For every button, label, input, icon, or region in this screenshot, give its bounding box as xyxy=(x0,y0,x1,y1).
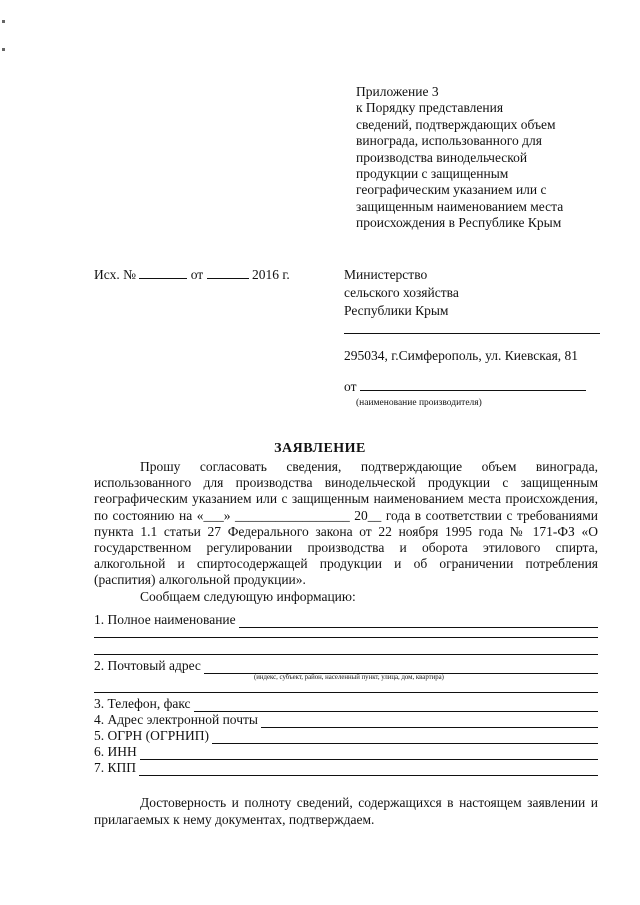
outgoing-number-label: Исх. № xyxy=(94,267,136,282)
field-full-name xyxy=(94,612,598,628)
postal-address-hint: (индекс, субъект, район, населенный пункт, улица, дом, квартира) xyxy=(254,674,444,681)
recipient-address: 295034, г.Симферополь, ул. Киевская, 81 xyxy=(344,348,579,363)
margin-mark xyxy=(2,48,5,51)
kpp-line[interactable] xyxy=(139,764,598,776)
outgoing-date-label: от xyxy=(190,267,204,282)
sender-hint: (наименование производителя) xyxy=(356,398,482,408)
field-inn xyxy=(94,744,598,760)
application-body xyxy=(94,459,598,605)
recipient-line: Министерство xyxy=(344,267,428,282)
field-kpp xyxy=(94,760,598,776)
sender-label: от xyxy=(344,379,357,394)
inn-line[interactable] xyxy=(140,748,598,760)
document-title: ЗАЯВЛЕНИЕ xyxy=(274,441,366,456)
sender-line xyxy=(344,378,586,395)
confirmation-statement xyxy=(94,794,598,828)
field-label: 5. ОГРН (ОГРНИП) xyxy=(94,728,209,743)
field-label: 1. Полное наименование xyxy=(94,612,236,627)
postal-address-line[interactable] xyxy=(94,692,598,693)
postal-address-line[interactable] xyxy=(204,662,598,674)
recipient-line: Республики Крым xyxy=(344,303,449,318)
phone-line[interactable] xyxy=(194,700,598,712)
appendix-header-line: географическим указанием или с xyxy=(356,182,547,198)
outgoing-number-blank[interactable] xyxy=(139,266,187,279)
full-name-line[interactable] xyxy=(94,637,598,638)
field-postal-address xyxy=(94,658,598,674)
margin-mark xyxy=(2,20,5,23)
outgoing-reference xyxy=(94,266,290,283)
field-label: 3. Телефон, факс xyxy=(94,696,191,711)
confirmation-text: Достоверность и полноту сведений, содержащихся в настоящем заявлении и прилагаемых к нему документах, подтверждаем. xyxy=(94,795,598,827)
full-name-line[interactable] xyxy=(94,654,598,655)
field-label: 2. Почтовый адрес xyxy=(94,658,201,673)
info-intro: Сообщаем следующую информацию: xyxy=(140,588,356,604)
field-ogrn xyxy=(94,728,598,744)
field-phone xyxy=(94,696,598,712)
appendix-header-line: винограда, использованного для xyxy=(356,133,542,149)
appendix-header-line: сведений, подтверждающих объем xyxy=(356,116,556,132)
appendix-header-line: к Порядку представления xyxy=(356,100,504,116)
recipient-line: сельского хозяйства xyxy=(344,285,459,300)
field-label: 7. КПП xyxy=(94,760,137,775)
appendix-header-line: происхождения в Республике Крым xyxy=(356,215,562,231)
appendix-header xyxy=(356,84,596,232)
outgoing-date-blank[interactable] xyxy=(207,266,249,279)
field-label: 4. Адрес электронной почты xyxy=(94,712,258,727)
appendix-header-line: производства винодельческой xyxy=(356,149,528,165)
ogrn-line[interactable] xyxy=(212,732,598,744)
outgoing-year: 2016 г. xyxy=(251,267,290,282)
field-email xyxy=(94,712,598,728)
recipient-block xyxy=(344,266,459,320)
request-paragraph: Прошу согласовать сведения, подтверждающие объем винограда, использованного для производства винодельческой продукции с защищенным географическим указанием или с защищенным наименованием места происхождения, по состоянию на «___» _________________ 20__ года в соответствии с требованиями пункта 1.1 статьи 27 Федерального закона от 22 ноября 1995 года № 171-ФЗ «О государственном регулировании производства и оборота этилового спирта, алкогольной и спиртосодержащей продукции и об ограничении потребления (распития) алкогольной продукции». xyxy=(94,459,598,588)
field-label: 6. ИНН xyxy=(94,744,137,759)
recipient-divider xyxy=(344,333,600,334)
appendix-header-line: Приложение 3 xyxy=(356,84,439,99)
email-line[interactable] xyxy=(261,716,598,728)
sender-name-blank[interactable] xyxy=(360,378,586,391)
full-name-line[interactable] xyxy=(239,616,598,628)
appendix-header-line: продукции с защищенным xyxy=(356,166,509,182)
appendix-header-line: защищенным наименованием места xyxy=(356,198,564,214)
